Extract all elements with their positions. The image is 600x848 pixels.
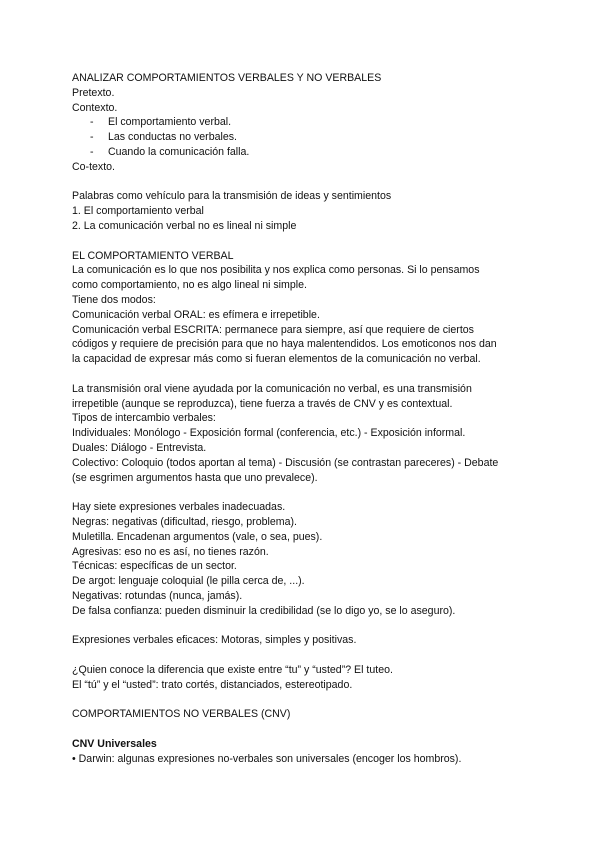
list-item-text: El comportamiento verbal. — [108, 116, 232, 129]
bullet-item: • Darwin: algunas expresiones no-verbales son universales (encoger los hombros). — [72, 752, 462, 765]
pretexto-label: Pretexto. — [72, 86, 115, 99]
document-body — [72, 71, 532, 766]
paragraph-line: Negativas: rotundas (nunca, jamás). — [72, 589, 243, 602]
paragraph-line: Duales: Diálogo - Entrevista. — [72, 441, 207, 454]
paragraph-line: La transmisión oral viene ayudada por la comunicación no verbal, es una transmisión — [72, 382, 472, 395]
paragraph-line: Agresivas: eso no es así, no tienes razón. — [72, 545, 269, 558]
list-item — [72, 130, 532, 145]
list-item-text: Las conductas no verbales. — [108, 131, 237, 144]
paragraph-line: como comportamiento, no es algo lineal ni simple. — [72, 279, 307, 292]
paragraph-line: códigos y requiere de precisión para que no haya malentendidos. Los emoticonos nos dan — [72, 338, 497, 351]
paragraph-line: Hay siete expresiones verbales inadecuadas. — [72, 501, 286, 514]
paragraph-line: Individuales: Monólogo - Exposición formal (conferencia, etc.) - Exposición informal. — [72, 427, 466, 440]
spacer — [72, 367, 532, 382]
paragraph-line: Tipos de intercambio verbales: — [72, 412, 216, 425]
contexto-label: Contexto. — [72, 101, 118, 114]
document-title: ANALIZAR COMPORTAMIENTOS VERBALES Y NO VERBALES — [72, 72, 382, 84]
paragraph-line: la capacidad de expresar más como si fueran elementos de la comunicación no verbal. — [72, 353, 481, 366]
numbered-item: 2. La comunicación verbal no es lineal ni simple — [72, 219, 297, 232]
paragraph-line: El “tú” y el “usted”: trato cortés, distanciados, estereotipado. — [72, 678, 353, 691]
dash-marker: - — [90, 145, 94, 158]
paragraph-line: Comunicación verbal ESCRITA: permanece para siempre, así que requiere de ciertos — [72, 323, 474, 336]
dash-marker: - — [90, 116, 94, 129]
section-heading-cnv: COMPORTAMIENTOS NO VERBALES (CNV) — [72, 708, 291, 721]
cotexto-label: Co-texto. — [72, 160, 115, 173]
paragraph-line: De argot: lenguaje coloquial (le pilla cerca de, ...). — [72, 575, 305, 588]
spacer — [72, 722, 532, 737]
spacer — [72, 485, 532, 500]
paragraph-line: La comunicación es lo que nos posibilita y nos explica como personas. Si lo pensamos — [72, 264, 480, 277]
paragraph-line: Muletilla. Encadenan argumentos (vale, o sea, pues). — [72, 530, 323, 543]
paragraph-line: Negras: negativas (dificultad, riesgo, problema). — [72, 515, 297, 528]
paragraph-line: ¿Quien conoce la diferencia que existe entre “tu” y “usted”? El tuteo. — [72, 663, 393, 676]
spacer — [72, 692, 532, 707]
spacer — [72, 175, 532, 190]
paragraph-line: Colectivo: Coloquio (todos aportan al tema) - Discusión (se contrastan pareceres) - Debate — [72, 456, 499, 469]
palabras-intro: Palabras como vehículo para la transmisión de ideas y sentimientos — [72, 190, 392, 203]
eficaces-line: Expresiones verbales eficaces: Motoras, simples y positivas. — [72, 634, 357, 647]
spacer — [72, 618, 532, 633]
paragraph-line: Comunicación verbal ORAL: es efímera e irrepetible. — [72, 308, 320, 321]
list-item-text: Cuando la comunicación falla. — [108, 145, 250, 158]
list-item — [72, 115, 532, 130]
cnv-universales-heading: CNV Universales — [72, 737, 157, 750]
paragraph-line: irrepetible (aunque se reproduzca), tiene fuerza a través de CNV y es contextual. — [72, 397, 453, 410]
paragraph-line: De falsa confianza: pueden disminuir la credibilidad (se lo digo yo, se lo aseguro). — [72, 604, 456, 617]
numbered-item: 1. El comportamiento verbal — [72, 205, 204, 218]
section-heading-verbal: EL COMPORTAMIENTO VERBAL — [72, 249, 234, 262]
spacer — [72, 234, 532, 249]
dash-marker: - — [90, 131, 94, 144]
list-item — [72, 145, 532, 160]
paragraph-line: Técnicas: específicas de un sector. — [72, 560, 237, 573]
paragraph-line: Tiene dos modos: — [72, 293, 156, 306]
spacer — [72, 648, 532, 663]
paragraph-line: (se esgrimen argumentos hasta que uno prevalece). — [72, 471, 318, 484]
